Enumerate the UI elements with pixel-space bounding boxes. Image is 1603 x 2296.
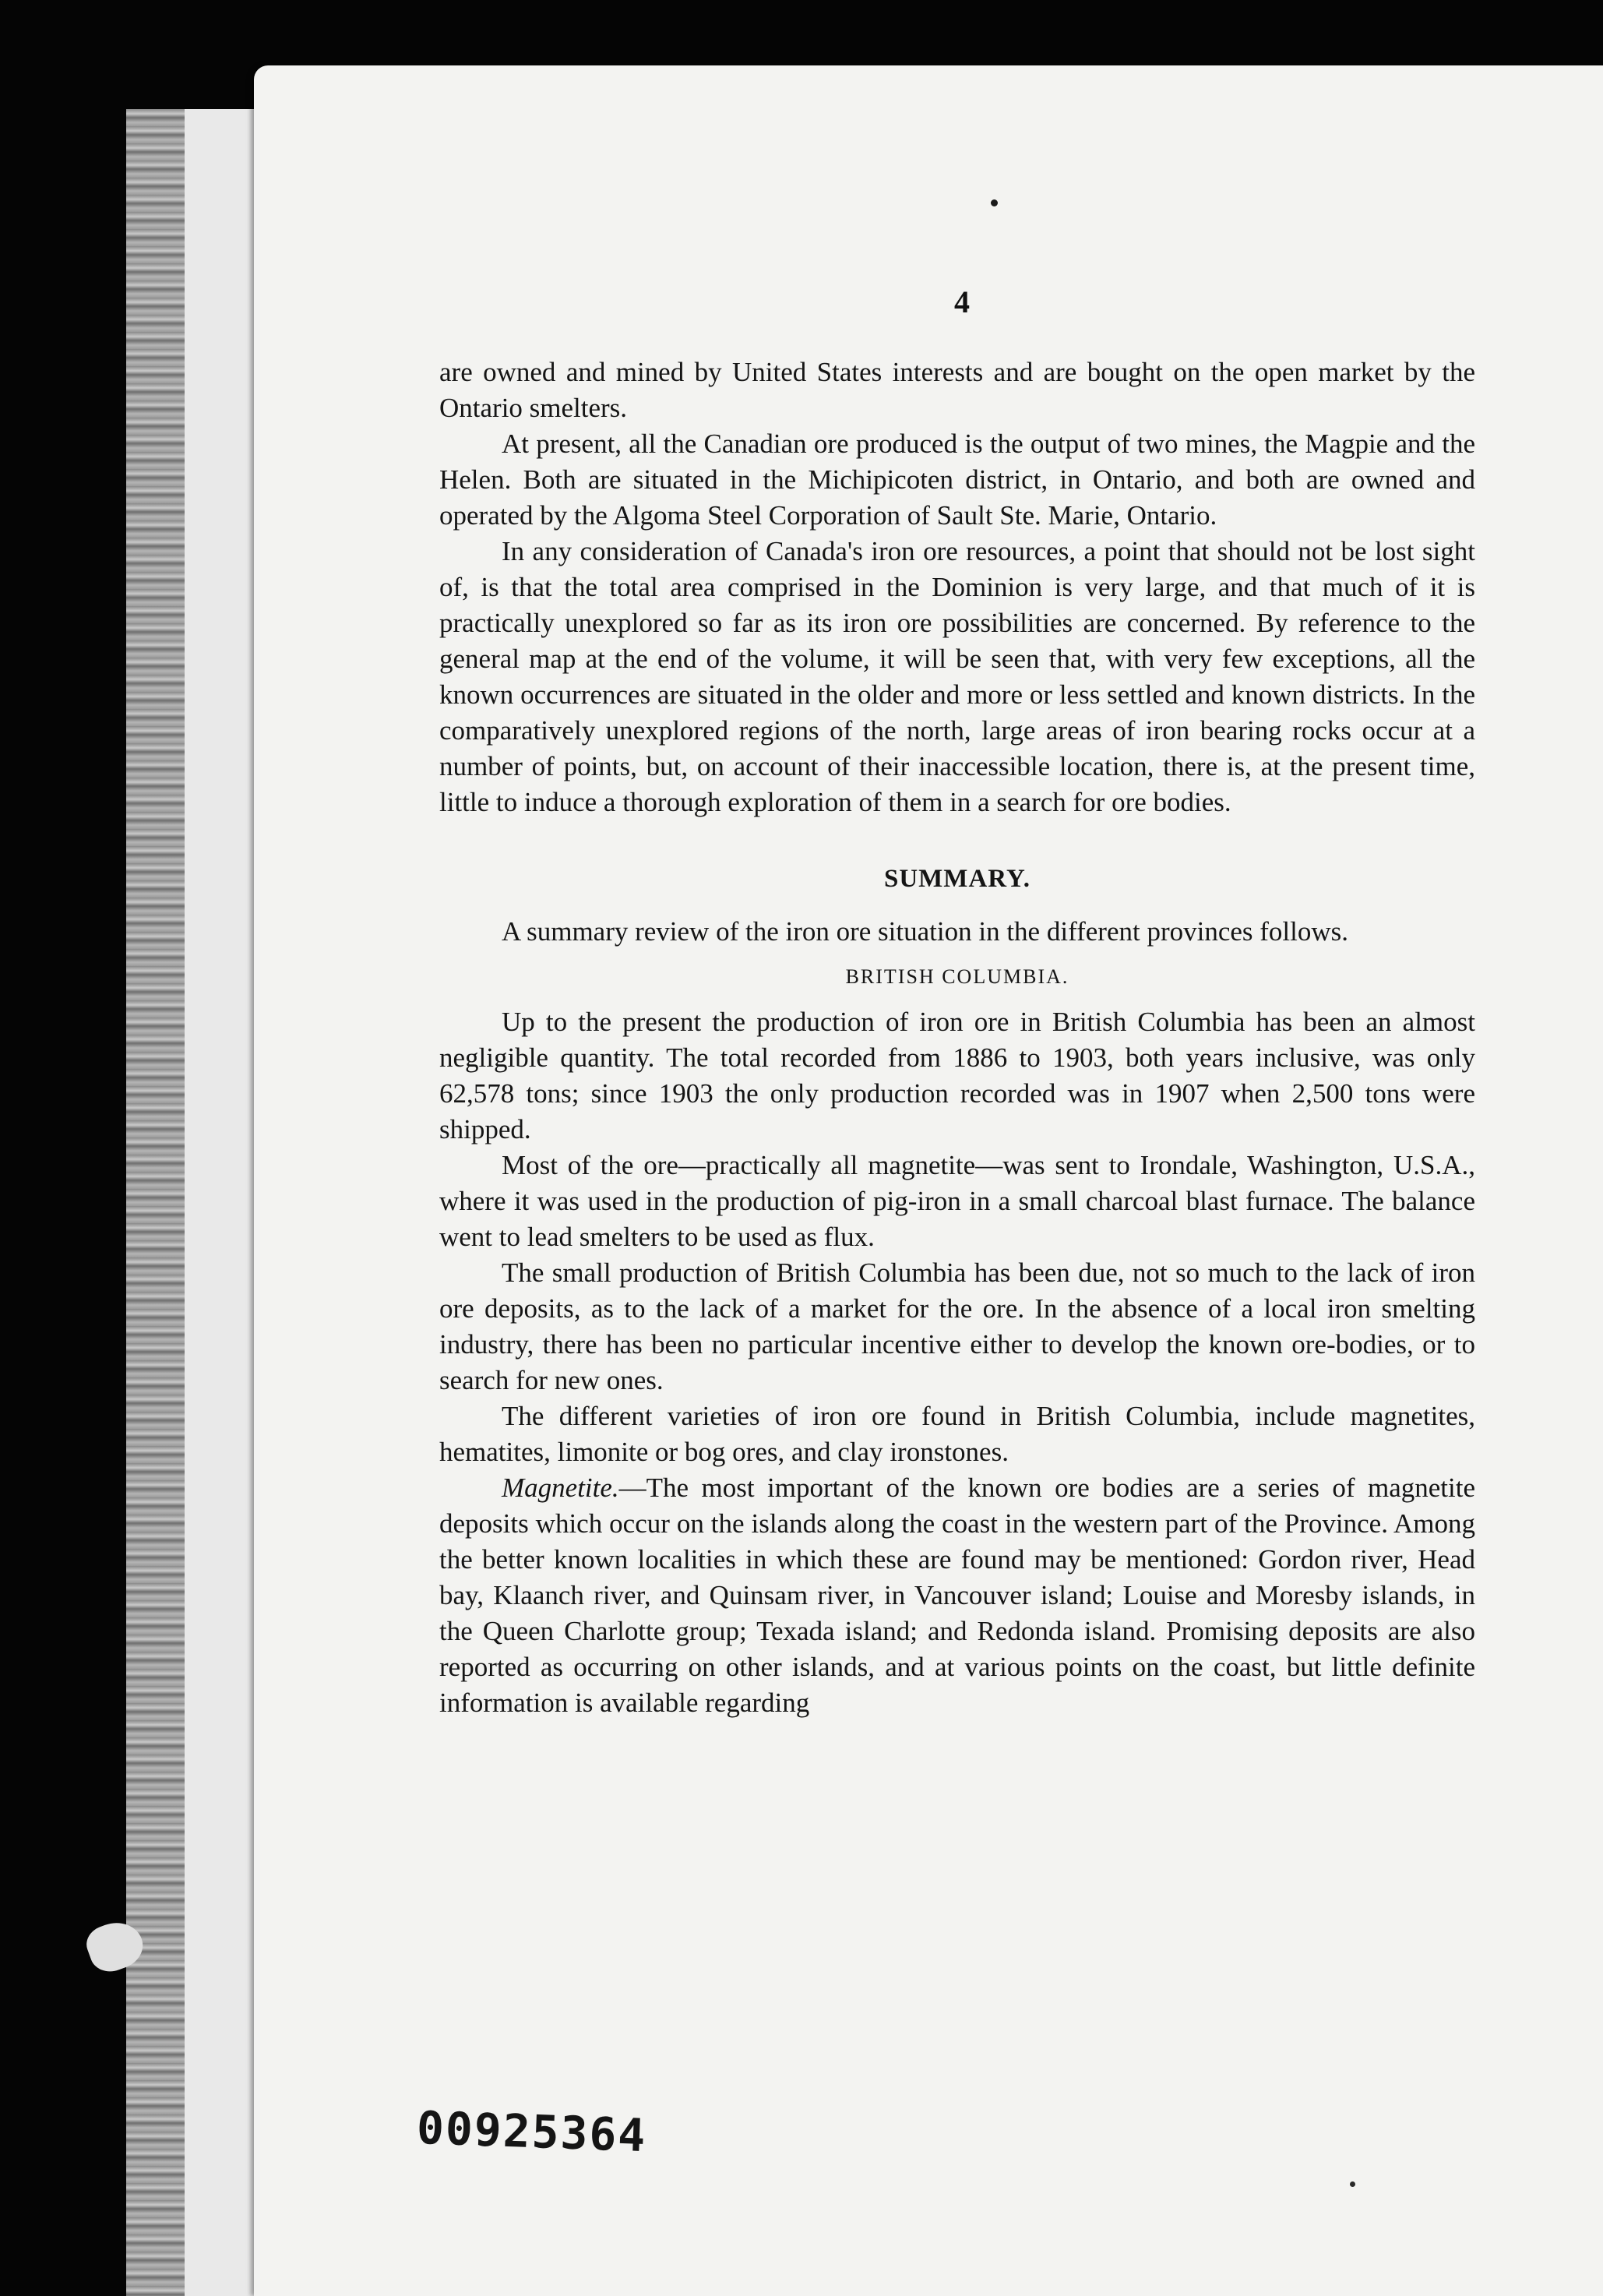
paragraph-resources: In any consideration of Canada's iron ore resources, a point that should not be lost sight of, is that the total area comprised in the Dominion is very large, and that much of it is practically unexplored so far as its iron ore possibilities are concerned. By reference to the general map at the end of the volume, it will be seen that, with very few exceptions, all the known occurrences are situated in the older and more or less settled and known districts. In the comparatively unexplored regions of the north, large areas of iron bearing rocks occur at a number of points, but, on account of their inaccessible location, there is, at the present time, little to induce a thorough exploration of them in a search for ore bodies.	[439, 536, 1475, 817]
paragraph-mines: At present, all the Canadian ore produced is the output of two mines, the Magpie and the Helen. Both are situated in the Michipicoten district, in Ontario, and both are owned and operated by the Algoma Steel Corporation of Sault Ste. Marie, Ontario.	[439, 429, 1475, 531]
body-text	[439, 354, 1475, 1721]
paragraph-magnetite	[439, 1470, 1475, 1721]
summary-intro: A summary review of the iron ore situation in the different provinces follows.	[502, 916, 1349, 947]
speck-mark	[1350, 2181, 1355, 2187]
page-number: 4	[954, 284, 970, 319]
paragraph-irondale: Most of the ore—practically all magnetite—was sent to Irondale, Washington, U.S.A., where it was used in the production of pig-iron in a small charcoal blast furnace. The balance went to lead smelters to be used as flux.	[439, 1150, 1475, 1252]
section-heading-british-columbia: BRITISH COLUMBIA.	[845, 965, 1069, 988]
paragraph-continuation: are owned and mined by United States interests and are bought on the open market by the Ontario smelters.	[439, 357, 1475, 423]
paragraph-market: The small production of British Columbia has been due, not so much to the lack of iron ore deposits, as to the lack of a market for the ore. In the absence of a local iron smelting industry, there has been no particular incentive either to develop the known ore-bodies, or to search for new ones.	[439, 1257, 1475, 1395]
paragraph-varieties: The different varieties of iron ore found in British Columbia, include magnetites, hematites, limonite or bog ores, and clay ironstones.	[439, 1401, 1475, 1467]
summary-heading: SUMMARY.	[883, 865, 1031, 893]
book-binding-edge	[126, 109, 185, 2296]
speck-mark	[991, 199, 998, 206]
paragraph-production: Up to the present the production of iron ore in British Columbia has been an almost negligible quantity. The total recorded from 1886 to 1903, both years inclusive, was only 62,578 tons; since 1903 the only production recorded was in 1907 when 2,500 tons were shipped.	[439, 1007, 1475, 1144]
magnetite-label: Magnetite.	[502, 1472, 619, 1503]
document-stamp-number: 00925364	[415, 2100, 648, 2163]
magnetite-text: —The most important of the known ore bodies are a series of magnetite deposits which occur on the islands along the coast in the western part of the Province. Among the better known localities in which these are found may be mentioned: Gordon river, Head bay, Klaanch river, and Quinsam river, in Vancouver island; Louise and Moresby islands, in the Queen Charlotte group; Texada island; and Redonda island. Promising deposits are also reported as occurring on other islands, and at various points on the coast, but little definite information is available regarding	[439, 1472, 1475, 1718]
